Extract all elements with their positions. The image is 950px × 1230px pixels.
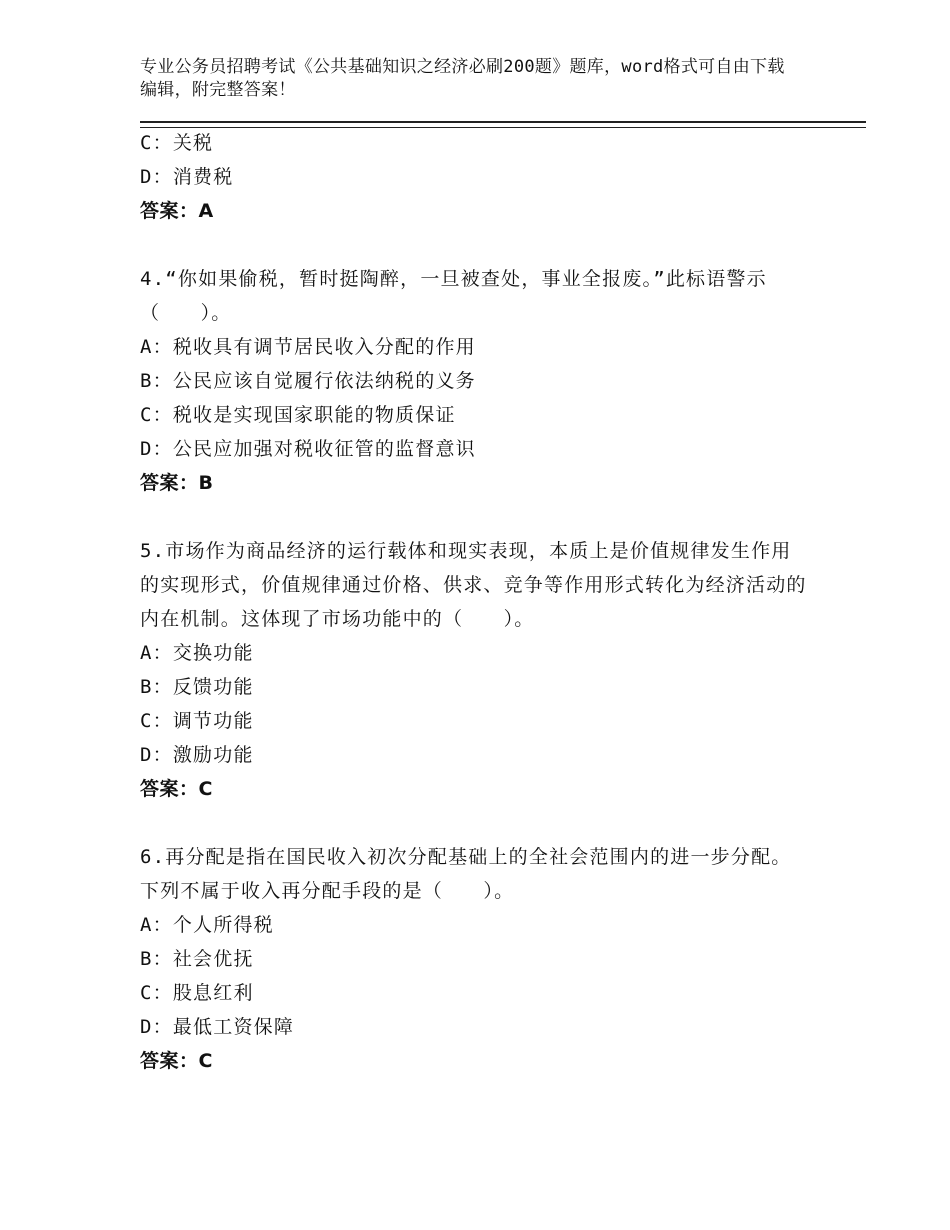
answer-line: 答案：C bbox=[140, 778, 213, 800]
option-d: D：消费税 bbox=[140, 166, 234, 188]
answer-line: 答案：C bbox=[140, 1050, 213, 1072]
option-d: D：激励功能 bbox=[140, 744, 254, 766]
question-stem: 4.“你如果偷税，暂时挺陶醉，一旦被查处，事业全报废。”此标语警示（ ）。 bbox=[140, 268, 767, 324]
option-a: A：交换功能 bbox=[140, 642, 254, 664]
question-3-tail bbox=[140, 126, 810, 228]
option-d: D：公民应加强对税收征管的监督意识 bbox=[140, 438, 476, 460]
spacer bbox=[140, 806, 810, 840]
header-title: 专业公务员招聘考试《公共基础知识之经济必刷200题》题库，word格式可自由下载编辑，附完整答案！ bbox=[140, 57, 785, 100]
answer-line: 答案：B bbox=[140, 472, 214, 494]
option-c: C：股息红利 bbox=[140, 982, 254, 1004]
question-5 bbox=[140, 534, 810, 806]
option-c: C：调节功能 bbox=[140, 710, 254, 732]
option-b: B：反馈功能 bbox=[140, 676, 254, 698]
option-d: D：最低工资保障 bbox=[140, 1016, 295, 1038]
option-a: A：税收具有调节居民收入分配的作用 bbox=[140, 336, 476, 358]
question-4 bbox=[140, 262, 810, 500]
option-b: B：公民应该自觉履行依法纳税的义务 bbox=[140, 370, 476, 392]
answer-line: 答案：A bbox=[140, 200, 214, 222]
question-6 bbox=[140, 840, 810, 1078]
spacer bbox=[140, 500, 810, 534]
option-b: B：社会优抚 bbox=[140, 948, 254, 970]
question-list bbox=[140, 126, 810, 1078]
option-a: A：个人所得税 bbox=[140, 914, 274, 936]
question-stem: 5.市场作为商品经济的运行载体和现实表现，本质上是价值规律发生作用的实现形式，价值规律通过价格、供求、竞争等作用形式转化为经济活动的内在机制。这体现了市场功能中的（ ）。 bbox=[140, 540, 807, 630]
option-c: C：关税 bbox=[140, 132, 214, 154]
question-stem: 6.再分配是指在国民收入初次分配基础上的全社会范围内的进一步分配。下列不属于收入再分配手段的是（ ）。 bbox=[140, 846, 792, 902]
option-c: C：税收是实现国家职能的物质保证 bbox=[140, 404, 456, 426]
document-header bbox=[140, 56, 800, 102]
spacer bbox=[140, 228, 810, 262]
